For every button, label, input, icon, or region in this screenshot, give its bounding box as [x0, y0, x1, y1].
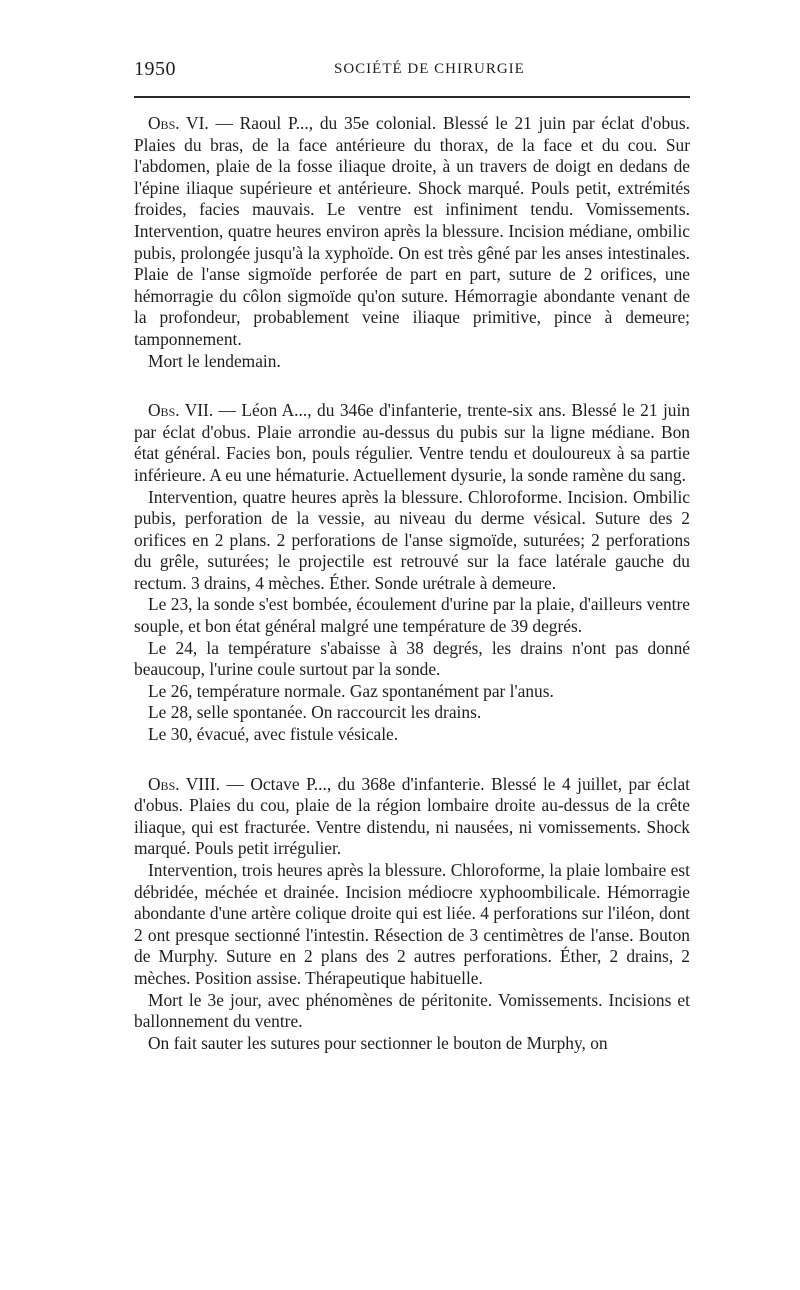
observation-6 [134, 113, 690, 372]
observation-label: Obs. VI. [148, 113, 209, 133]
body-text [134, 113, 690, 1082]
observation-label: Obs. VIII. [148, 773, 221, 794]
header-rule [134, 96, 690, 98]
paragraph: Mort le lendemain. [148, 350, 281, 371]
paragraph: Intervention, trois heures après la blessure. Chloroforme, la plaie lombaire est débridée, méchée et drainée. Incision médiocre xyphoombilicale. Hémorragie abondante d'une artère colique droite qui est liée. 4 perforations sur l'iléon, dont 2 ont presque sectionné l'intestin. Résection de 3 centimètres de l'anse. Bouton de Murphy. Suture en 2 plans des 2 autres perforations. Éther, 2 drains, 2 mèches. Position assise. Thérapeutique habituelle. [134, 860, 690, 988]
paragraph: Le 26, température normale. Gaz spontanément par l'anus. [148, 680, 554, 701]
paragraph [134, 774, 690, 860]
paragraph: Mort le 3e jour, avec phénomènes de péritonite. Vomissements. Incisions et ballonnement du ventre. [134, 989, 690, 1032]
paragraph [134, 113, 690, 351]
observation-label: Obs. VII. [148, 400, 214, 421]
paragraph [134, 400, 690, 486]
paragraph: Le 30, évacué, avec fistule vésicale. [148, 724, 399, 745]
observation-7 [134, 400, 690, 746]
observation-8 [134, 774, 690, 1055]
running-title: SOCIÉTÉ DE CHIRURGIE [334, 61, 525, 77]
paragraph: Le 23, la sonde s'est bombée, écoulement d'urine par la plaie, d'ailleurs ventre souple, et bon état général malgré une température de 39 degrés. [134, 594, 690, 637]
paragraph: Le 24, la température s'abaisse à 38 degrés, les drains n'ont pas donné beaucoup, l'urine coule surtout par la sonde. [134, 637, 690, 680]
paragraph-text: — Raoul P..., du 35e colonial. Blessé le 21 juin par éclat d'obus. Plaies du bras, de la face antérieure du thorax, de la face et du cou. Sur l'abdomen, plaie de la fosse iliaque droite, à un travers de doigt en dedans de l'épine iliaque supérieure et antérieure. Shock marqué. Pouls petit, extrémités froides, facies mauvais. Le ventre est infiniment tendu. Vomissements. Intervention, quatre heures environ après la blessure. Incision médiane, ombilic pubis, prolongée jusqu'à la xyphoïde. On est très gêné par les anses intestinales. Plaie de l'anse sigmoïde perforée de part en part, suture de 2 orifices, une hémorragie du côlon sigmoïde qu'on suture. Hémorragie abondante venant de la profondeur, probablement veine iliaque primitive, pince à demeure; tamponnement. [134, 113, 690, 349]
paragraph: On fait sauter les sutures pour sectionner le bouton de Murphy, on [148, 1032, 608, 1053]
paragraph: Le 28, selle spontanée. On raccourcit les drains. [148, 702, 482, 723]
paragraph: Intervention, quatre heures après la blessure. Chloroforme. Incision. Ombilic pubis, perforation de la vessie, au niveau du derme vésical. Suture des 2 orifices en 2 plans. 2 perforations de l'anse sigmoïde, suturées; 2 perforations du grêle, suturées; le projectile est retrouvé sur la face latérale gauche du rectum. 3 drains, 4 mèches. Éther. Sonde urétrale à demeure. [134, 486, 690, 593]
paragraph-text: — Léon A..., du 346e d'infanterie, trente-six ans. Blessé le 21 juin par éclat d'obus. Plaie arrondie au-dessus du pubis sur la ligne médiane. Bon état général. Facies bon, pouls régulier. Ventre tendu et douloureux à sa partie inférieure. A eu une hématurie. Actuellement dysurie, la sonde ramène du sang. [134, 400, 690, 485]
page-number: 1950 [134, 58, 176, 80]
paragraph-text: — Octave P..., du 368e d'infanterie. Blessé le 4 juillet, par éclat d'obus. Plaies du cou, plaie de la région lombaire droite au-dessus de la crête iliaque, qui est fracturée. Ventre distendu, ni nausées, ni vomissements. Shock marqué. Pouls petit irrégulier. [134, 773, 691, 859]
